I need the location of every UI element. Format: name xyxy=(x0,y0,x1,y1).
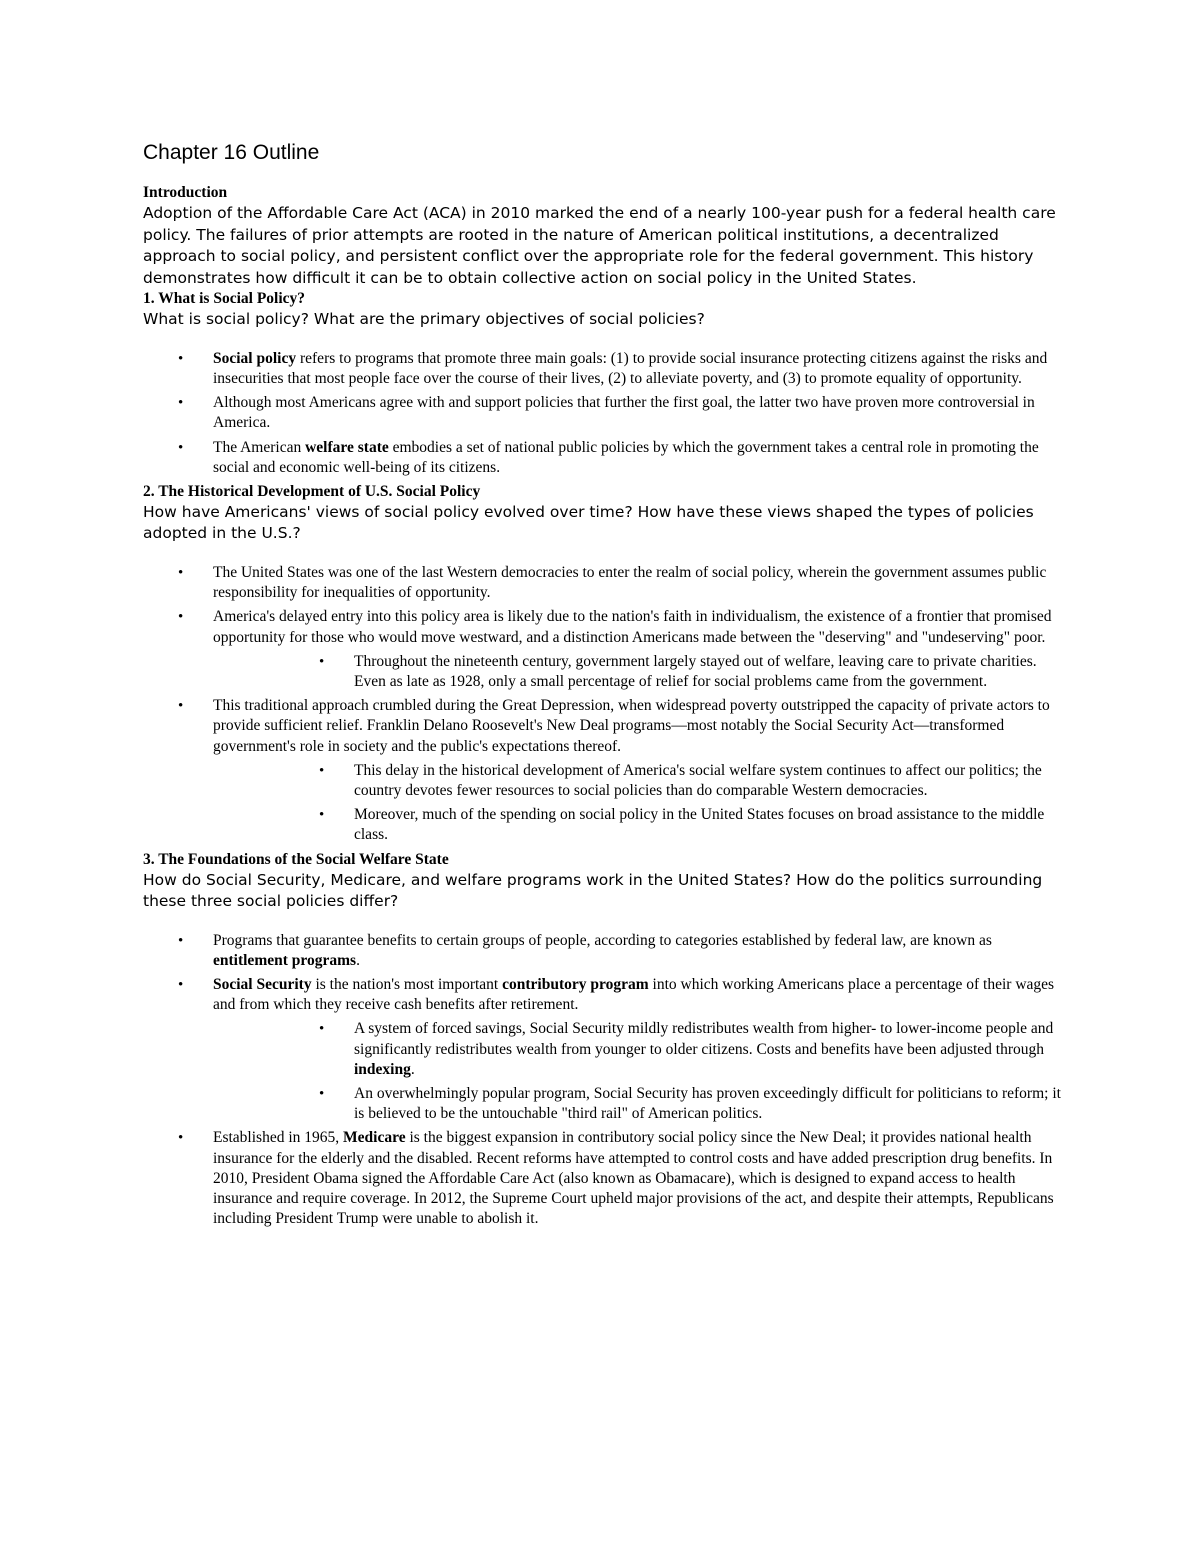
list-item-text: The American xyxy=(213,438,306,456)
list-item-text: is the nation's most important xyxy=(311,975,503,993)
list-item xyxy=(213,975,1063,1015)
section-3-question: How do Social Security, Medicare, and welfare programs work in the United States? How do the politics surrounding these three social policies differ? xyxy=(143,870,1043,911)
list-item-text: embodies a set of national public policies by which the government takes a central role in promoting the social and economic well-being of its citizens. xyxy=(213,438,1039,476)
list-item xyxy=(213,349,1063,389)
section-1-question: What is social policy? What are the primary objectives of social policies? xyxy=(143,310,705,329)
intro-section xyxy=(143,183,1063,289)
sub-list-item: • Throughout the nineteenth century, government largely stayed out of welfare, leaving care to private charities. Even as late as 1928, only a small percentage of relief for social problems came from the government. xyxy=(354,652,1063,692)
intro-text: Adoption of the Affordable Care Act (ACA) in 2010 marked the end of a nearly 100-year push for a federal health care policy. The failures of prior attempts are rooted in the nature of American political institutions, a decentralized approach to social policy, and persistent conflict over the appropriate role for the federal government. This history demonstrates how difficult it can be to obtain collective action on social policy in the United States. xyxy=(143,204,1056,287)
section-2 xyxy=(143,482,1063,846)
list-item: • This traditional approach crumbled during the Great Depression, when widespread poverty outstripped the capacity of private actors to provide sufficient relief. Franklin Delano Roosevelt's New Deal programs—most notably the Social Security Act—transformed government's role in society and the public's expectations thereof. xyxy=(213,696,1063,757)
key-term: contributory program xyxy=(502,975,649,993)
sub-list-item: • An overwhelmingly popular program, Social Security has proven exceedingly difficult for politicians to reform; it is believed to be the untouchable "third rail" of American politics. xyxy=(354,1084,1063,1124)
list-item-text: Established in 1965, xyxy=(213,1129,344,1147)
list-item xyxy=(213,1128,1063,1229)
section-1-list xyxy=(143,349,1063,478)
sub-list-item xyxy=(354,1019,1063,1080)
list-item xyxy=(213,931,1063,971)
section-3 xyxy=(143,850,1063,1230)
key-term: welfare state xyxy=(305,438,389,456)
list-item: • America's delayed entry into this policy area is likely due to the nation's faith in individualism, the existence of a frontier that promised opportunity for those who would move westward, and a distinction Americans made between the "deserving" and "undeserving" poor. xyxy=(213,607,1063,647)
list-item: • The United States was one of the last Western democracies to enter the realm of social policy, wherein the government assumes public responsibility for inequalities of opportunity. xyxy=(213,563,1063,603)
section-1 xyxy=(143,289,1063,478)
section-3-heading: 3. The Foundations of the Social Welfare State xyxy=(143,850,449,868)
list-item-text: into which working Americans place a percentage of their wages and from which they receive cash benefits after retirement. xyxy=(213,975,1055,1014)
list-item xyxy=(213,438,1063,478)
sub-list-item: • Moreover, much of the spending on social policy in the United States focuses on broad assistance to the middle class. xyxy=(354,805,1063,845)
key-term: Medicare xyxy=(343,1129,406,1147)
key-term: indexing xyxy=(354,1060,411,1078)
list-item-text: . xyxy=(356,951,360,969)
list-item-text: Programs that guarantee benefits to certain groups of people, according to categories established by federal law, are known as xyxy=(213,931,992,949)
sub-list-item: • This delay in the historical development of America's social welfare system continues to affect our politics; the country devotes fewer resources to social policies than do comparable Western democracies. xyxy=(354,761,1063,801)
list-item-text: A system of forced savings, Social Security mildly redistributes wealth from higher- to lower-income people and significantly redistributes wealth from younger to older citizens. Costs and benefits have been adjusted through xyxy=(354,1020,1054,1058)
key-term: entitlement programs xyxy=(213,951,357,969)
key-term: Social policy xyxy=(213,349,297,367)
page-title: Chapter 16 Outline xyxy=(143,141,320,164)
section-2-heading: 2. The Historical Development of U.S. Social Policy xyxy=(143,482,481,500)
list-item-text: is the biggest expansion in contributory social policy since the New Deal; it provides national health insurance for the elderly and the disabled. Recent reforms have attempted to control costs and have added prescription drug benefits. In 2010, President Obama signed the Affordable Care Act (also known as Obamacare), which is designed to expand access to health insurance and require coverage. In 2012, the Supreme Court upheld major provisions of the act, and despite their attempts, Republicans including President Trump were unable to abolish it. xyxy=(213,1129,1054,1228)
list-item-text: refers to programs that promote three main goals: (1) to provide social insurance protecting citizens against the risks and insecurities that most people face over the course of their lives, (2) to alleviate poverty, and (3) to promote equality of opportunity. xyxy=(213,349,1048,387)
intro-heading: Introduction xyxy=(143,184,228,202)
section-2-question: How have Americans' views of social policy evolved over time? How have these views shaped the types of policies adopted in the U.S.? xyxy=(143,502,1034,543)
list-item: • Although most Americans agree with and support policies that further the first goal, the latter two have proven more controversial in America. xyxy=(213,393,1063,433)
section-3-list xyxy=(143,931,1063,1230)
section-2-list xyxy=(143,563,1063,846)
list-item-text: . xyxy=(410,1060,415,1078)
key-term: Social Security xyxy=(213,975,312,993)
section-1-heading: 1. What is Social Policy? xyxy=(143,290,306,308)
document-page xyxy=(143,140,1063,1233)
